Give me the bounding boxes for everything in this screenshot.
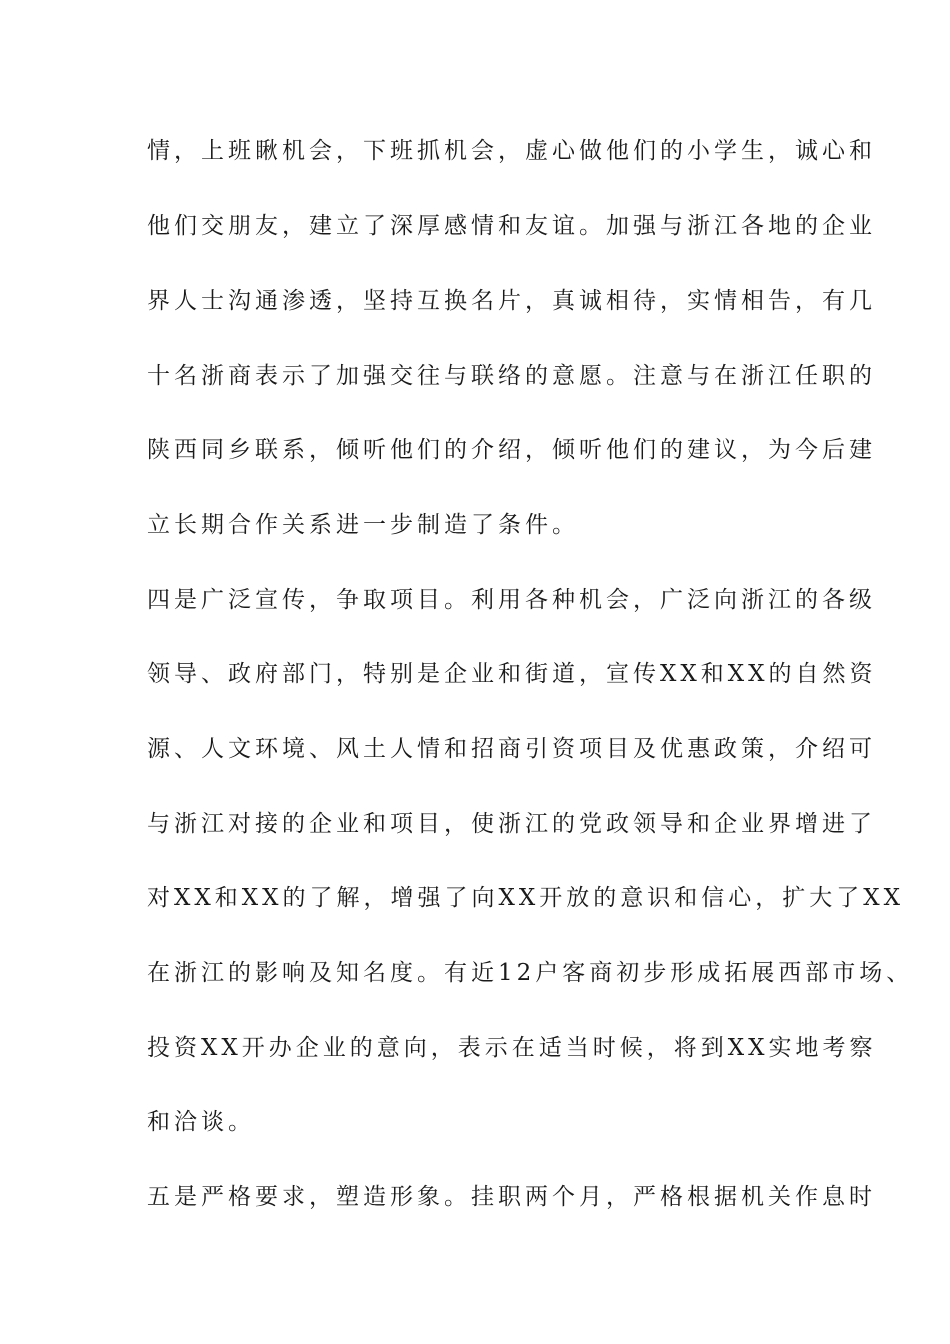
text-line: 界人士沟通渗透，坚持互换名片，真诚相待，实情相告，有几 [147, 288, 876, 314]
text-line: 源、人文环境、风土人情和招商引资项目及优惠政策，介绍可 [147, 736, 876, 762]
text-line: 十名浙商表示了加强交往与联络的意愿。注意与在浙江任职的 [147, 363, 876, 389]
paragraph-start-line: 四是广泛宣传，争取项目。利用各种机会，广泛向浙江的各级 [147, 587, 876, 613]
text-line: 他们交朋友，建立了深厚感情和友谊。加强与浙江各地的企业 [147, 213, 876, 239]
text-line: 与浙江对接的企业和项目，使浙江的党政领导和企业界增进了 [147, 811, 876, 837]
text-line: 在浙江的影响及知名度。有近12户客商初步形成拓展西部市场、 [147, 960, 914, 986]
text-line: 情，上班瞅机会，下班抓机会，虚心做他们的小学生，诚心和 [147, 138, 876, 164]
paragraph-start-line: 五是严格要求，塑造形象。挂职两个月，严格根据机关作息时 [147, 1184, 876, 1210]
text-line: 立长期合作关系进一步制造了条件。 [147, 512, 579, 538]
text-line: 陕西同乡联系，倾听他们的介绍，倾听他们的建议，为今后建 [147, 437, 876, 463]
text-line: 领导、政府部门，特别是企业和街道，宣传XX和XX的自然资 [147, 661, 877, 687]
text-line: 投资XX开办企业的意向，表示在适当时候，将到XX实地考察 [147, 1035, 877, 1061]
text-line: 对XX和XX的了解，增强了向XX开放的意识和信心，扩大了XX [147, 885, 904, 911]
text-line: 和洽谈。 [147, 1109, 255, 1135]
